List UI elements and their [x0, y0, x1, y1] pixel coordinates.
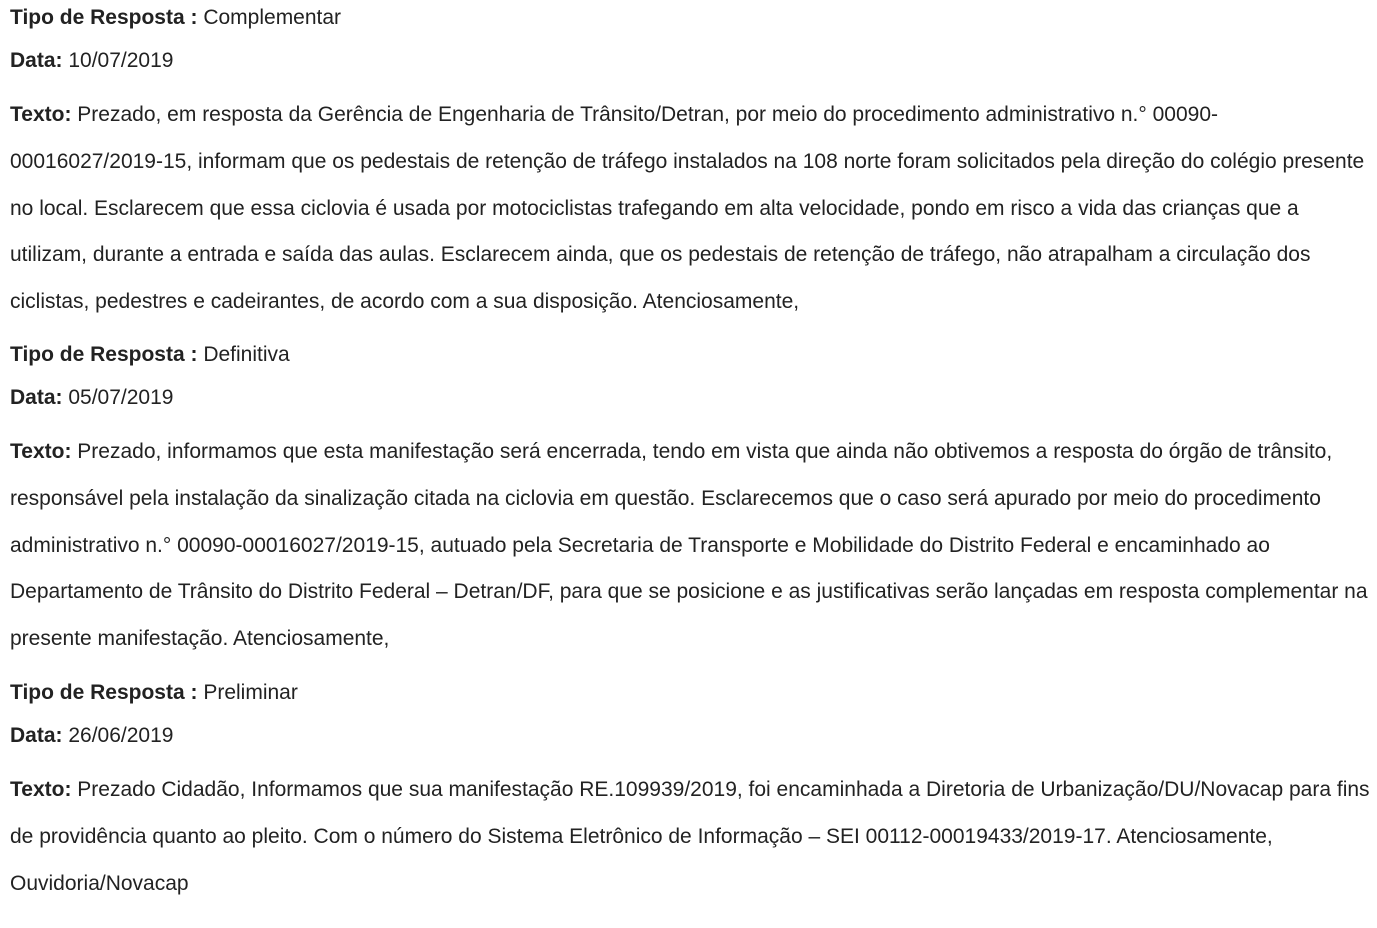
response-date-line [10, 386, 1370, 410]
response-text-block [10, 92, 1370, 326]
response-type-value: Complementar [203, 6, 342, 29]
response-date-label: Data: [10, 386, 63, 409]
response-type-value: Definitiva [203, 343, 290, 366]
response-date-value: 05/07/2019 [68, 386, 174, 409]
response-text-label: Texto: [10, 778, 72, 801]
response-text-value: Prezado, informamos que esta manifestação será encerrada, tendo em vista que ainda não obtivemos a resposta do órgão de trânsito, responsável pela instalação da sinalização citada na ciclovia em questão. Esclarecemos que o caso será apurado por meio do procedimento administrativo n.° 00090-00016027/2019-15, autuado pela Secretaria de Transporte e Mobilidade do Distrito Federal e encaminhado ao Departamento de Trânsito do Distrito Federal – Detran/DF, para que se posicione e as justificativas serão lançadas em resposta complementar na presente manifestação. Atenciosamente, [10, 440, 1368, 651]
response-type-line [10, 681, 1370, 705]
response-text-label: Texto: [10, 103, 72, 126]
response-type-value: Preliminar [203, 681, 298, 704]
response-text-value: Prezado, em resposta da Gerência de Engenharia de Trânsito/Detran, por meio do procedimento administrativo n.° 00090-00016027/2019-15, informam que os pedestais de retenção de tráfego instalados na 108 norte foram solicitados pela direção do colégio presente no local. Esclarecem que essa ciclovia é usada por motociclistas trafegando em alta velocidade, pondo em risco a vida das crianças que a utilizam, durante a entrada e saída das aulas. Esclarecem ainda, que os pedestais de retenção de tráfego, não atrapalham a circulação dos ciclistas, pedestres e cadeirantes, de acordo com a sua disposição. Atenciosamente, [10, 103, 1365, 314]
response-type-label: Tipo de Resposta : [10, 343, 198, 366]
response-date-line [10, 49, 1370, 73]
response-type-label: Tipo de Resposta : [10, 681, 198, 704]
response-type-line [10, 343, 1370, 367]
response-date-label: Data: [10, 724, 63, 747]
response-item [10, 343, 1370, 684]
response-text-value: Prezado Cidadão, Informamos que sua manifestação RE.109939/2019, foi encaminhada a Diretoria de Urbanização/DU/Novacap para fins de providência quanto ao pleito. Com o número do Sistema Eletrônico de Informação – SEI 00112-00019433/2019-17. Atenciosamente, Ouvidoria/Novacap [10, 778, 1370, 895]
response-type-line [10, 6, 1370, 30]
response-date-value: 10/07/2019 [68, 49, 174, 72]
response-text-block [10, 429, 1370, 663]
response-text-label: Texto: [10, 440, 72, 463]
response-date-value: 26/06/2019 [68, 724, 174, 747]
response-type-label: Tipo de Resposta : [10, 6, 198, 29]
response-item [10, 6, 1370, 347]
response-date-line [10, 724, 1370, 748]
response-date-label: Data: [10, 49, 63, 72]
response-item [10, 681, 1370, 928]
response-text-block [10, 767, 1370, 907]
